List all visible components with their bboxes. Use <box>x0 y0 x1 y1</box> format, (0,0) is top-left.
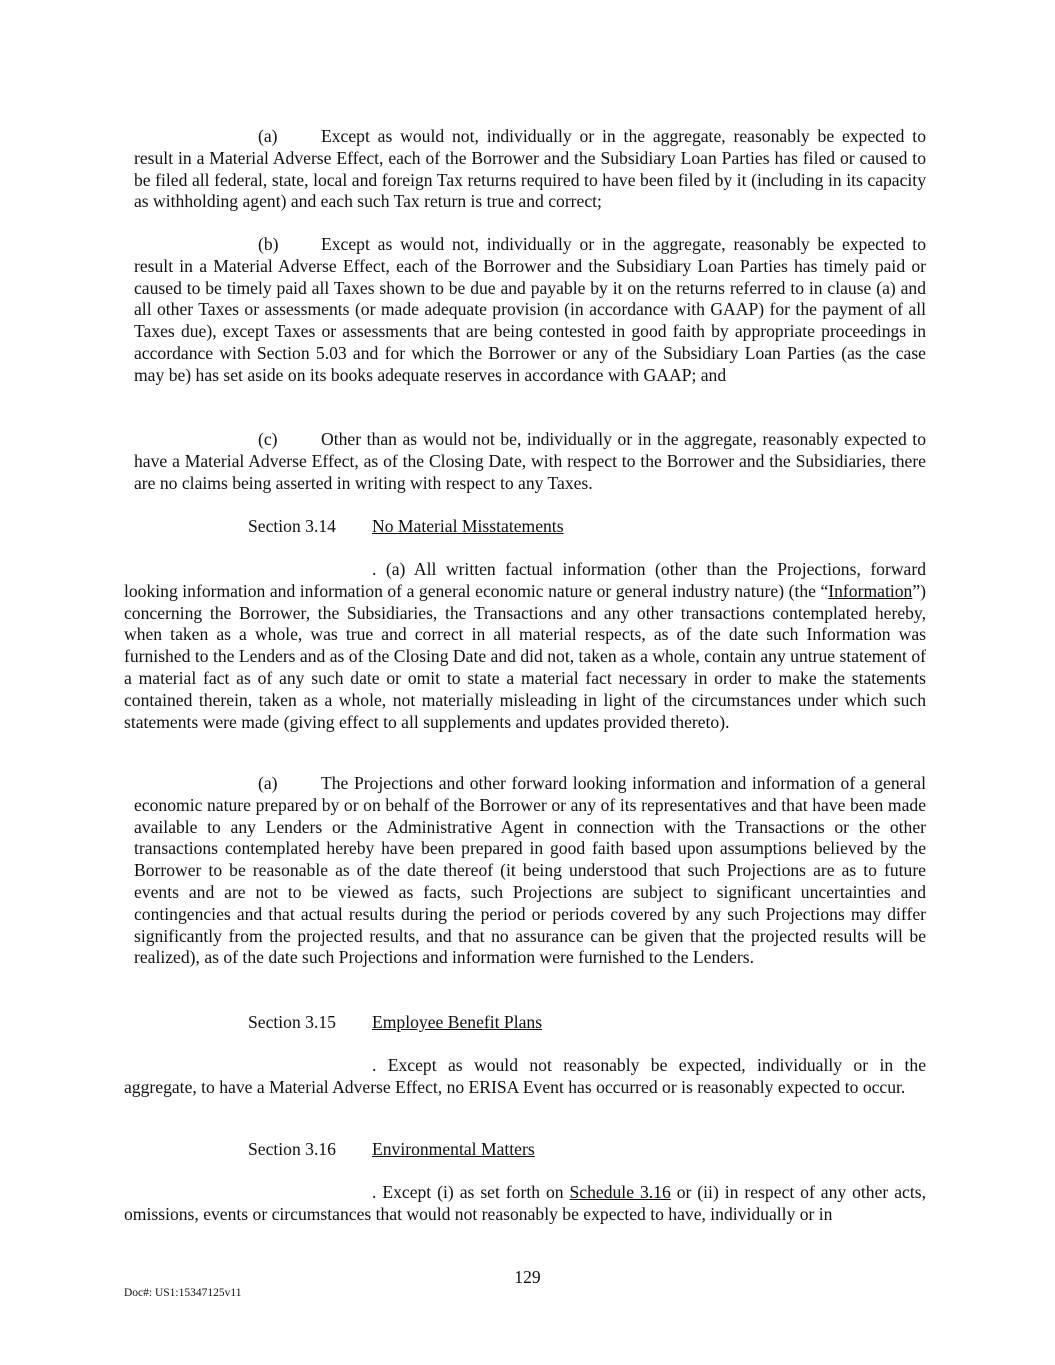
section-number: Section 3.16 <box>248 1139 336 1159</box>
clause-marker: (b) <box>258 234 279 254</box>
section-3-14-body <box>124 559 926 733</box>
section-title: No Material Misstatements <box>372 516 564 536</box>
paragraph-text: Other than as would not be, individually or in the aggregate, reasonably expected to have a Material Adverse Effect, as of the Closing Date, with respect to the Borrower and the Subsidiaries, there are no claims being asserted in writing with respect to any Taxes. <box>134 429 926 493</box>
paragraph-a-tax-returns <box>134 126 926 213</box>
clause-marker: (a) <box>258 773 278 793</box>
paragraph-text: Except as would not, individually or in the aggregate, reasonably be expected to result in a Material Adverse Effect, each of the Borrower and the Subsidiary Loan Parties has filed or caused to be filed all federal, state, local and foreign Tax returns required to have been filed by it (including in its capacity as withholding agent) and each such Tax return is true and correct; <box>134 126 926 212</box>
paragraph-text: Except as would not, individually or in the aggregate, reasonably be expected to result in a Material Adverse Effect, each of the Borrower and the Subsidiary Loan Parties has timely paid or caused to be timely paid all Taxes shown to be due and payable by it on the returns referred to in clause (a) and all other Taxes or assessments (or made adequate provision (in accordance with GAAP) for the payment of all Taxes due), except Taxes or assessments that are being contested in good faith by appropriate proceedings in accordance with Section 5.03 and for which the Borrower or any of the Subsidiary Loan Parties (as the case may be) has set aside on its books adequate reserves in accordance with GAAP; and <box>134 234 926 385</box>
section-number: Section 3.14 <box>248 516 336 536</box>
section-title: Environmental Matters <box>372 1139 535 1159</box>
schedule-reference: Schedule 3.16 <box>569 1182 671 1202</box>
section-heading-3-16 <box>248 1139 535 1161</box>
body-text-end: or (ii) in respect of any other acts, omissions, events or circumstances that would not reasonably be expected to have, individually or in <box>124 1182 926 1224</box>
paragraph-text: The Projections and other forward looking information and information of a general economic nature prepared by or on behalf of the Borrower or any of its representatives and that have been made available to any Lenders or the Administrative Agent in connection with the Transactions or the other transactions contemplated hereby have been prepared in good faith based upon assumptions believed by the Borrower to be reasonable as of the date thereof (it being understood that such Projections are as to future events and are not to be viewed as facts, such Projections are subject to significant uncertainties and contingencies and that actual results during the period or periods covered by any such Projections may differ significantly from the projected results, and that no assurance can be given that the projected results will be realized), as of the date such Projections and information were furnished to the Lenders. <box>134 773 926 968</box>
defined-term: Information <box>828 580 913 601</box>
section-number: Section 3.15 <box>248 1012 336 1032</box>
section-title: Employee Benefit Plans <box>372 1012 543 1032</box>
clause-marker: (c) <box>258 429 278 449</box>
page-number: 129 <box>514 1267 541 1287</box>
paragraph-projections <box>134 773 926 969</box>
body-text-start: . (a) All written factual information (other than the Projections, forward looking information and information of a general economic nature or general industry nature) (the “ <box>124 559 926 601</box>
body-text-start: . Except (i) as set forth on <box>372 1182 570 1202</box>
paragraph-b-tax-payments <box>134 234 926 387</box>
paragraph-c-tax-claims <box>134 429 926 494</box>
body-text-end: ”) concerning the Borrower, the Subsidiaries, the Transactions and any other transactions contemplated hereby, when taken as a whole, was true and correct in all material respects, as of the date such Information was furnished to the Lenders and as of the Closing Date and did not, taken as a whole, contain any untrue statement of a material fact as of any such date or omit to state a material fact necessary in order to make the statements contained therein, taken as a whole, not materially misleading in light of the circumstances under which such statements were made (giving effect to all supplements and updates provided thereto). <box>124 580 926 732</box>
section-heading-3-15 <box>248 1012 542 1034</box>
body-text: . Except as would not reasonably be expected, individually or in the aggregate, to have a Material Adverse Effect, no ERISA Event has occurred or is reasonably expected to occur. <box>124 1055 926 1097</box>
clause-marker: (a) <box>258 126 278 146</box>
section-3-15-body <box>124 1055 926 1099</box>
section-3-16-body <box>124 1182 926 1226</box>
section-heading-3-14 <box>248 516 564 538</box>
document-id: Doc#: US1:15347125v11 <box>124 1287 242 1299</box>
